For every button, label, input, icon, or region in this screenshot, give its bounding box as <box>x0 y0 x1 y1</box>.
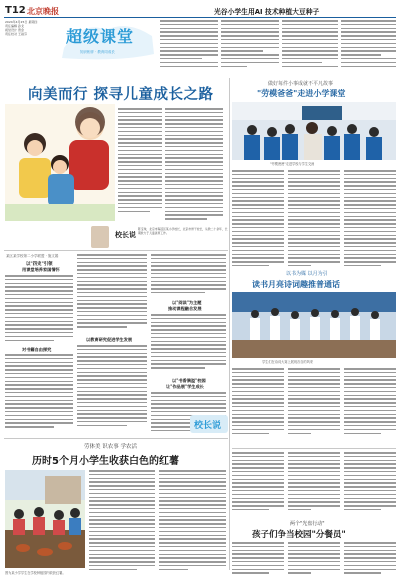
top-right-headline: 光谷小学生用AI 技术种植大豆种子 <box>214 8 320 16</box>
divider-mid-horizontal <box>4 250 228 251</box>
lead-headline: 向美而行 探寻儿童成长之路 <box>28 87 214 103</box>
left-col-subhead-1b: 用课堂培养家国情怀 <box>22 267 60 272</box>
mid-col-text-2 <box>151 314 226 374</box>
left-col-kicker: 某区某学校第二小学联盟 · 施文娟 <box>6 254 59 258</box>
mid-right-headline: 读书月亮诗词趣推普通话 <box>252 280 340 289</box>
bottom-right-headline: 孩子们争当校园"分餐员" <box>252 530 346 540</box>
right-story-headline: "劳模爸爸"走进小学课堂 <box>257 89 346 98</box>
header-text-col-3 <box>282 20 338 70</box>
right-story-col-1 <box>232 170 284 270</box>
mid-col-text-1 <box>151 254 226 300</box>
proofreader-line: 责任校对 王淑芬 <box>5 32 27 36</box>
principal-badge <box>190 415 228 433</box>
bottom-right-col-lower-3 <box>344 542 396 578</box>
right-story-kicker: 做好每件小事成就不平凡故事 <box>268 81 334 87</box>
right-story-caption: "劳模爸爸"走进学校与学生交流 <box>270 162 315 166</box>
bottom-left-kicker: 劳体美 识农事 学农活 <box>84 444 137 450</box>
mid-right-col-2 <box>288 368 340 443</box>
designer-line: 视觉设计 曾金 <box>5 28 24 32</box>
mid-right-caption: 学生们在诗词大赛上展现各自的风采 <box>262 360 313 364</box>
principal-badge-label: 校长说 <box>194 421 222 431</box>
bottom-left-col-2 <box>159 470 226 574</box>
mid-right-photo <box>232 292 396 358</box>
left-col-text-1 <box>5 275 73 345</box>
garden-photo <box>5 470 85 568</box>
bottom-right-col-lower-2 <box>288 542 340 578</box>
header-text-col-2 <box>221 20 279 70</box>
divider-bottom-right <box>232 448 396 449</box>
divider-right-vertical <box>229 78 230 570</box>
divider-bottom-horizontal <box>4 438 228 439</box>
left-col-text-2 <box>5 354 73 434</box>
left-col-subhead-1: 以"四史"引领 <box>26 262 53 267</box>
bottom-right-col-upper-1 <box>232 452 284 516</box>
header-text-col-4 <box>341 20 396 70</box>
section-banner <box>58 18 158 63</box>
principal-note: 陈宝珠，北京市海淀区某小学校长，北京市骨干校长，从教二十余年，长期致力于儿童美育工作。 <box>138 227 228 235</box>
bottom-left-headline: 历时5个月小学生收获白色的红薯 <box>32 456 179 467</box>
mid-col-subhead-1: 以"阅读"为主题 <box>172 300 202 305</box>
mid-col-subhead-2b: 让"作品展"学生成长 <box>166 384 204 389</box>
principal-strip <box>5 226 228 248</box>
header-text-col-1 <box>160 20 218 70</box>
mid-left-text-1 <box>77 254 147 334</box>
lead-intro-text <box>118 108 162 223</box>
mid-col-subhead-1b: 推动课程融合发展 <box>168 306 202 311</box>
section-sub: 知识相伴 · 教育同成长 <box>80 50 115 54</box>
lead-photo <box>5 104 115 221</box>
stage-photo <box>232 292 396 358</box>
section-title: 超级课堂 <box>66 27 135 46</box>
left-col-subhead-2: 对书籍自由探究 <box>22 347 52 352</box>
principal-avatar <box>91 226 109 248</box>
mid-left-subhead-3: 以教育研究促进学生发展 <box>86 337 133 342</box>
editor-line: 责任编辑 孙戈 <box>5 24 24 28</box>
bottom-right-kicker: 两个"光盘行动" <box>290 521 325 527</box>
date-line: 2024年4月25日 星期四 <box>5 20 38 24</box>
bottom-left-photo <box>5 470 85 568</box>
bottom-right-col-lower-1 <box>232 542 284 578</box>
bottom-right-col-upper-2 <box>288 452 340 516</box>
principal-label: 校长说 <box>115 231 136 239</box>
mid-right-col-1 <box>232 368 284 443</box>
bottom-left-caption: 图为某小学学生在学校种植园内收获红薯。 <box>5 571 66 575</box>
bottom-right-col-upper-3 <box>344 452 396 516</box>
mid-right-col-3 <box>344 368 396 443</box>
right-story-photo <box>232 102 396 160</box>
paper-name: 北京晚报 <box>27 6 59 16</box>
children-illustration <box>5 104 115 221</box>
right-story-col-2 <box>288 170 340 270</box>
lead-right-text-1 <box>165 108 223 225</box>
page-number: T12 <box>5 5 26 16</box>
mid-col-subhead-2: 以"书香满溢"校园 <box>172 378 206 383</box>
classroom-photo <box>232 102 396 160</box>
bottom-left-col-1 <box>89 470 155 574</box>
right-story-col-3 <box>344 170 396 270</box>
mid-left-text-2 <box>77 345 147 435</box>
masthead-info <box>5 20 55 36</box>
mid-right-kicker: 以书为媒 以月为引 <box>286 271 328 277</box>
